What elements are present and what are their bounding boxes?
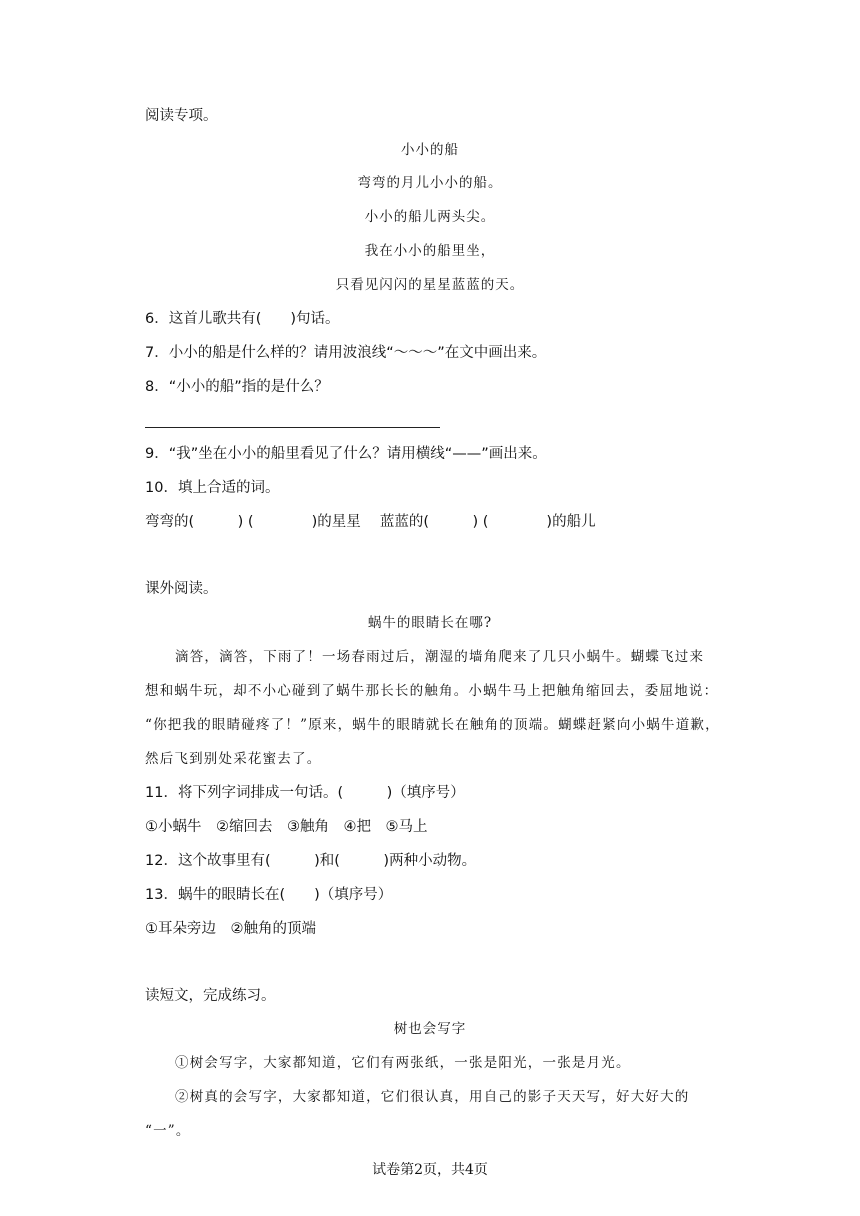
poem-line: 只看见闪闪的星星蓝蓝的天。 xyxy=(335,277,525,293)
poem-title: 小小的船 xyxy=(401,142,459,158)
question-12: 12．这个故事里有( )和( )两种小动物。 xyxy=(145,853,477,869)
question-9: 9．“我”坐在小小的船里看见了什么？请用横线“——”画出来。 xyxy=(145,446,547,462)
story-paragraph-line: 想和蜗牛玩，却不小心碰到了蜗牛那长长的触角。小蜗牛马上把触角缩回去，委屈地说： xyxy=(145,683,719,699)
article-paragraph-1: ①树会写字，大家都知道，它们有两张纸，一张是阳光，一张是月光。 xyxy=(175,1055,631,1071)
article-paragraph-2-line-2: “一”。 xyxy=(145,1123,191,1139)
answer-line[interactable] xyxy=(145,427,440,428)
article-paragraph-2-line-1: ②树真的会写字，大家都知道，它们很认真，用自己的影子天天写，好大好大的 xyxy=(175,1089,690,1105)
question-8: 8．“小小的船”指的是什么？ xyxy=(145,379,329,395)
story-title: 蜗牛的眼睛长在哪? xyxy=(367,615,493,631)
question-11-options: ①小蜗牛 ②缩回去 ③触角 ④把 ⑤马上 xyxy=(145,819,428,835)
poem-line: 我在小小的船里坐， xyxy=(364,243,496,259)
section-heading-short-text: 读短文，完成练习。 xyxy=(145,988,276,1004)
question-11: 11．将下列字词排成一句话。( )（填序号） xyxy=(145,785,465,801)
question-6: 6．这首儿歌共有( )句话。 xyxy=(145,311,340,327)
article-title: 树也会写字 xyxy=(393,1021,467,1037)
fill-words-row: 弯弯的( ) ( )的星星 蓝蓝的( ) ( )的船儿 xyxy=(145,514,596,530)
poem-line: 小小的船儿两头尖。 xyxy=(364,209,496,225)
question-13-options: ①耳朵旁边 ②触角的顶端 xyxy=(145,921,316,937)
section-heading-reading: 阅读专项。 xyxy=(145,108,218,124)
page-footer: 试卷第2页，共4页 xyxy=(372,1162,488,1178)
story-paragraph-line: “你把我的眼睛碰疼了！”原来，蜗牛的眼睛就长在触角的顶端。蝴蝶赶紧向小蜗牛道歉， xyxy=(145,717,720,733)
question-7: 7．小小的船是什么样的？请用波浪线“～～～”在文中画出来。 xyxy=(145,345,547,361)
story-paragraph-line: 滴答，滴答，下雨了！一场春雨过后，潮湿的墙角爬来了几只小蜗牛。蝴蝶飞过来 xyxy=(175,649,705,665)
section-heading-extracurricular: 课外阅读。 xyxy=(145,581,218,597)
question-10: 10．填上合适的词。 xyxy=(145,480,280,496)
poem-line: 弯弯的月儿小小的船。 xyxy=(357,175,503,191)
question-13: 13．蜗牛的眼睛长在( )（填序号） xyxy=(145,887,393,903)
story-paragraph-line: 然后飞到别处采花蜜去了。 xyxy=(145,751,322,767)
